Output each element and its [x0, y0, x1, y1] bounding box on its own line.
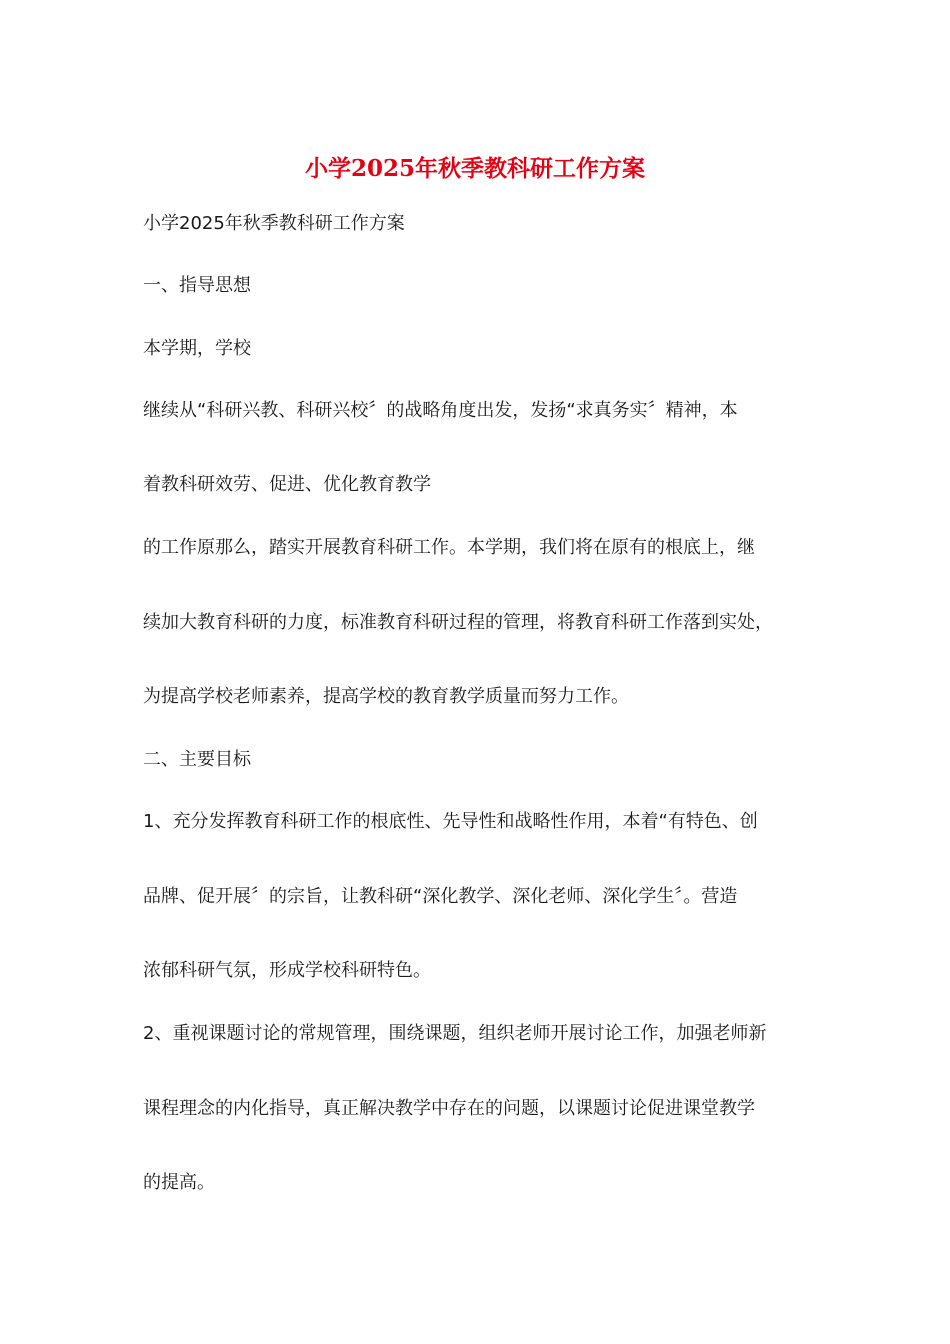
body-line: 小学2025年秋季教科研工作方案	[143, 213, 405, 234]
body-line: 品牌、促开展〞的宗旨，让教科研“深化教学、深化老师、深化学生〞。营造	[143, 886, 738, 907]
body-line: 本学期，学校	[143, 338, 251, 359]
section-heading: 一、指导思想	[143, 275, 251, 296]
body-line: 2、重视课题讨论的常规管理，围绕课题，组织老师开展讨论工作，加强老师新	[143, 1023, 767, 1044]
document-title: 小学2025年秋季教科研工作方案	[304, 155, 645, 182]
body-line: 续加大教育科研的力度，标准教育科研过程的管理，将教育科研工作落到实处，	[143, 612, 773, 633]
body-line: 继续从“科研兴教、科研兴校〞的战略角度出发，发扬“求真务实〞精神，本	[143, 400, 738, 421]
section-heading: 二、主要目标	[143, 749, 251, 770]
body-line: 1、充分发挥教育科研工作的根底性、先导性和战略性作用，本着“有特色、创	[143, 811, 758, 832]
body-line: 的工作原那么，踏实开展教育科研工作。本学期，我们将在原有的根底上，继	[143, 537, 755, 558]
body-line: 为提高学校老师素养，提高学校的教育教学质量而努力工作。	[143, 686, 629, 707]
body-line: 浓郁科研气氛，形成学校科研特色。	[143, 960, 431, 981]
body-line: 的提高。	[143, 1172, 215, 1193]
body-line: 着教科研效劳、促进、优化教育教学	[143, 474, 431, 495]
body-line: 课程理念的内化指导，真正解决教学中存在的问题，以课题讨论促进课堂教学	[143, 1098, 755, 1119]
